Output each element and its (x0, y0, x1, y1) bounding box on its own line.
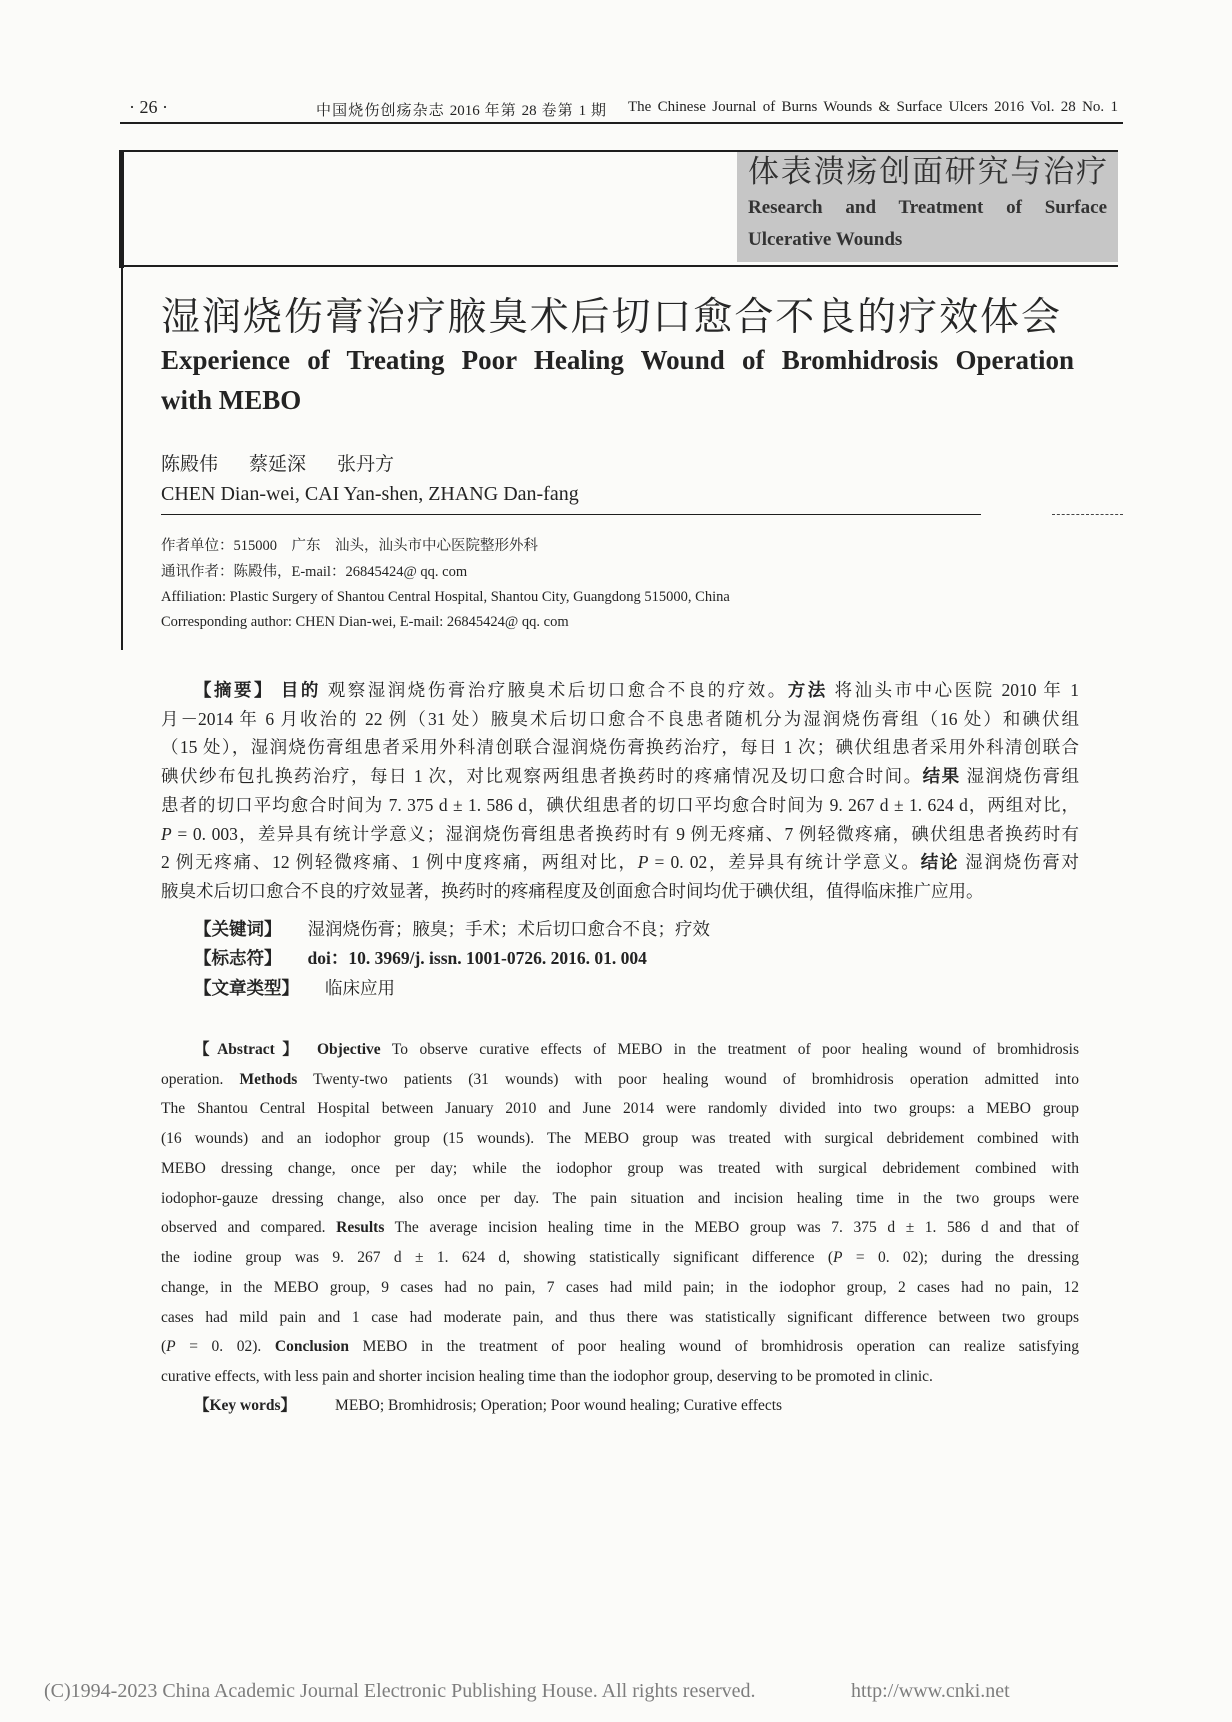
abstract-en-text: To observe curative effects of MEBO in the treatment of poor healing wound of bromhidrosis (380, 1041, 1080, 1058)
abstract-en-stat-symbol: P (833, 1249, 843, 1267)
abstract-en-text: (16 wounds) and an iodophor group (15 wounds). The MEBO group was treated with surgical debridement combined with (161, 1130, 1079, 1148)
abstract-zh-text: （15 处），湿润烧伤膏组患者采用外科清创联合湿润烧伤膏换药治疗，每日 1 次；碘伏组患者采用外科清创联合 (161, 737, 1079, 758)
abstract-en-line (161, 1184, 1079, 1214)
section-title-zh: 体表溃疡创面研究与治疗 (748, 154, 1107, 189)
corresponding-author-en: Corresponding author: CHEN Dian-wei, E-mail: 26845424@ qq. com (161, 614, 569, 630)
abstract-en-line (161, 1065, 1079, 1095)
abstract-zh-text: 湿润烧伤膏对 (959, 852, 1080, 873)
abstract-en-text: cases had mild pain and 1 case had moderate pain, and thus there was statistically significant difference between two groups (161, 1308, 1079, 1326)
abstract-zh-text: = 0. 003，差异具有统计学意义；湿润烧伤膏组患者换药时有 9 例无疼痛、7 例轻微疼痛，碘伏组患者换药时有 (171, 823, 1079, 844)
keywords-en-row (194, 1392, 782, 1420)
abstract-en-text: iodophor-gauze dressing change, also once per day. The pain situation and incision healing time in the two groups were (161, 1189, 1079, 1207)
journal-header-zh: 中国烧伤创疡杂志 2016 年第 28 卷第 1 期 (316, 103, 606, 119)
article-title-zh: 湿润烧伤膏治疗腋臭术后切口愈合不良的疗效体会 (161, 296, 1060, 339)
author-name-zh: 蔡延深 (249, 454, 307, 475)
abstract-en-text: the iodine group was 9. 267 d ± 1. 624 d, showing statistically significant difference ( (161, 1249, 834, 1267)
left-margin-rule (121, 266, 123, 650)
keywords-zh-label: 【关键词】 (194, 919, 282, 939)
abstract-zh-text: = 0. 02，差异具有统计学意义。 (648, 852, 921, 873)
abstract-zh-text: 碘伏纱布包扎换药治疗，每日 1 次，对比观察两组患者换药时的疼痛情况及切口愈合时间。 (161, 766, 923, 787)
abstract-en-text: MEBO dressing change, once per day; while the iodophor group was treated with surgical debridement combined with (161, 1159, 1079, 1177)
doi-value: doi：10. 3969/j. issn. 1001-0726. 2016. 01. 004 (307, 948, 647, 968)
doi-row (194, 944, 647, 972)
abstract-en-stat-symbol: P (166, 1338, 176, 1356)
abstract-en-line (161, 1303, 1079, 1333)
abstract-en-line (161, 1094, 1079, 1124)
abstract-en-line (161, 1273, 1079, 1303)
abstract-en-text: = 0. 02); during the dressing (842, 1249, 1080, 1267)
journal-header-en: The Chinese Journal of Burns Wounds & Surface Ulcers 2016 Vol. 28 No. 1 (628, 99, 1118, 115)
abstract-zh-line (161, 820, 1079, 849)
abstract-en-text: = 0. 02). (175, 1338, 275, 1356)
keywords-zh-row (194, 915, 710, 943)
abstract-en-text: ( (161, 1338, 167, 1356)
abstract-en-lead-label: Methods (239, 1070, 298, 1088)
abstract-zh-text: 患者的切口平均愈合时间为 7. 375 d ± 1. 586 d，碘伏组患者的切口平均愈合时间为 9. 267 d ± 1. 624 d，两组对比， (161, 794, 1079, 815)
abstract-zh-text: 月－2014 年 6 月收治的 22 例（31 处）腋臭术后切口愈合不良患者随机分为湿润烧伤膏组（16 处）和碘伏组 (161, 708, 1079, 729)
abstract-zh-lead-label: 方法 (787, 680, 828, 700)
abstract-en-line (161, 1154, 1079, 1184)
abstract-zh-text: 将汕头市中心医院 2010 年 1 (827, 680, 1079, 700)
abstract-en-line (161, 1332, 1079, 1362)
section-bottom-rule (119, 265, 1118, 267)
affiliation-en: Affiliation: Plastic Surgery of Shantou Central Hospital, Shantou City, Guangdong 515000, China (161, 589, 730, 605)
page-number: · 26 · (129, 97, 168, 117)
article-title-en: Experience of Treating Poor Healing Wound of Bromhidrosis Operation (161, 345, 1074, 375)
abstract-zh-line (161, 791, 1079, 820)
article-title-en: with MEBO (161, 385, 302, 415)
abstract-en-text: curative effects, with less pain and shorter incision healing time than the iodophor group, deserving to be promoted in clinic. (161, 1368, 933, 1386)
abstract-zh-line (161, 762, 1079, 791)
copyright-footer: (C)1994-2023 China Academic Journal Electronic Publishing House. All rights reserved. (44, 1680, 756, 1702)
authors-rule-dashes (1052, 514, 1123, 515)
keywords-en-value: MEBO; Bromhidrosis; Operation; Poor wound healing; Curative effects (335, 1397, 783, 1414)
abstract-en-line (161, 1362, 1079, 1392)
abstract-en-text: Twenty-two patients (31 wounds) with poor healing wound of bromhidrosis operation admitted into (297, 1070, 1079, 1088)
abstract-en-line (161, 1213, 1079, 1243)
section-left-bar (119, 150, 124, 268)
authors-zh (161, 452, 425, 478)
authors-en: CHEN Dian-wei, CAI Yan-shen, ZHANG Dan-fang (161, 483, 579, 505)
footer-url: http://www.cnki.net (851, 1680, 1010, 1702)
abstract-zh-lead-label: 结果 (922, 766, 961, 787)
article-type-label: 【文章类型】 (194, 978, 299, 998)
author-name-zh: 张丹方 (337, 454, 395, 475)
abstract-zh-stat-symbol: P (637, 852, 649, 873)
abstract-zh-line (161, 877, 1079, 906)
abstract-en-lead-label: Conclusion (274, 1338, 349, 1356)
keywords-zh-value: 湿润烧伤膏；腋臭；手术；术后切口愈合不良；疗效 (307, 919, 710, 939)
abstract-en-text: change, in the MEBO group, 9 cases had no pain, 7 cases had mild pain; in the iodophor group, 2 cases had no pain, 12 (161, 1278, 1079, 1296)
section-title-en: Research and Treatment of Surface (748, 197, 1107, 218)
abstract-en-line (161, 1124, 1079, 1154)
abstract-zh-lead-label: 【摘要】 目的 (194, 680, 321, 700)
article-type-row (194, 974, 395, 1002)
abstract-zh-line (161, 676, 1079, 705)
abstract-en-text: MEBO in the treatment of poor healing wound of bromhidrosis operation can realize satisfying (349, 1338, 1079, 1356)
abstract-zh (161, 676, 1079, 906)
section-title-en: Ulcerative Wounds (748, 229, 903, 250)
abstract-en-text: The average incision healing time in the MEBO group was 7. 375 d ± 1. 586 d and that of (384, 1219, 1079, 1237)
abstract-en-text: The Shantou Central Hospital between January 2010 and June 2014 were randomly divided into two groups: a MEBO group (161, 1100, 1079, 1118)
abstract-en-line (161, 1243, 1079, 1273)
authors-rule (161, 514, 981, 515)
corresponding-author-zh: 通讯作者：陈殿伟，E-mail：26845424@ qq. com (161, 564, 468, 580)
abstract-zh-text: 2 例无疼痛、12 例轻微疼痛、1 例中度疼痛，两组对比， (161, 852, 638, 873)
abstract-zh-text: 腋臭术后切口愈合不良的疗效显著，换药时的疼痛程度及创面愈合时间均优于碘伏组，值得临床推广应用。 (161, 880, 984, 901)
abstract-zh-lead-label: 结论 (920, 852, 960, 873)
author-name-zh: 陈殿伟 (161, 454, 219, 475)
abstract-zh-line (161, 848, 1079, 877)
abstract-en-lead-label: Results (336, 1219, 385, 1237)
doi-label: 【标志符】 (194, 948, 282, 968)
abstract-zh-text: 观察湿润烧伤膏治疗腋臭术后切口愈合不良的疗效。 (320, 680, 788, 700)
header-rule (120, 122, 1123, 124)
abstract-en-text: observed and compared. (161, 1219, 337, 1237)
abstract-zh-stat-symbol: P (161, 823, 172, 844)
article-type-value: 临床应用 (325, 978, 395, 998)
abstract-en (161, 1035, 1079, 1392)
abstract-zh-line (161, 733, 1079, 762)
affiliation-zh: 作者单位：515000 广东 汕头，汕头市中心医院整形外科 (161, 538, 538, 554)
abstract-zh-text: 湿润烧伤膏组 (960, 766, 1080, 787)
abstract-zh-line (161, 705, 1079, 734)
abstract-en-text: operation. (161, 1070, 240, 1088)
abstract-en-lead-label: 【Abstract】 Objective (194, 1041, 381, 1058)
abstract-en-line (161, 1035, 1079, 1065)
keywords-en-label: 【Key words】 (194, 1397, 297, 1414)
